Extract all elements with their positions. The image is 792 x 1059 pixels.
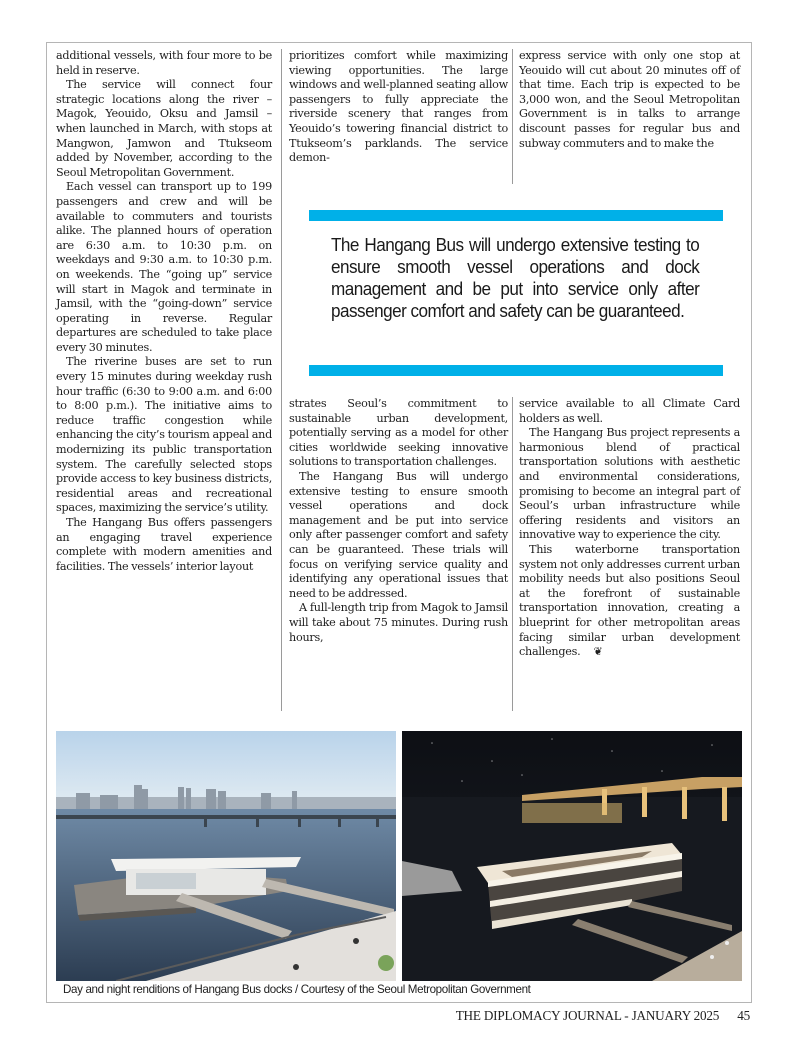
column-divider xyxy=(512,397,513,711)
page-footer xyxy=(420,1008,750,1024)
paragraph: A full-length trip from Magok to Jamsil will take about 75 minutes. During rush hours, xyxy=(289,601,508,644)
paragraph: The Hangang Bus project represents a harmonious blend of practical transportation solutions with aesthetic and environmental considerations, promising to become an integral part of Seoul’s urban infrastructure while offering residents and visitors an innovative way to experience the city. xyxy=(519,426,740,542)
paragraph: strates Seoul’s commitment to sustainable urban development, potentially serving as a model for other cities worldwide seeking innovative solutions to transportation challenges. xyxy=(289,397,508,469)
paragraph: The riverine buses are set to run every 15 minutes during weekday rush hour traffic (6:30 to 9:00 a.m. and 6:00 to 8:00 p.m.). The initiative aims to reduce traffic congestion while enhancing the city’s tourism appeal and modernizing its public transportation system. The carefully selected stops provide access to key business districts, residential areas and recreational spaces, maximizing the service’s utility. xyxy=(56,355,272,515)
paragraph xyxy=(519,543,740,660)
photo-night-dock xyxy=(402,731,742,981)
article-column-1 xyxy=(56,49,272,574)
pull-quote-top-bar xyxy=(309,210,723,221)
pull-quote: The Hangang Bus will undergo extensive testing to ensure smooth vessel operations and dock management and be put into service only after passenger comfort and safety can be guaranteed. xyxy=(331,234,700,321)
paragraph: Each vessel can transport up to 199 passengers and crew and will be available to commuters and tourists alike. The planned hours of operation are 6:30 a.m. to 10:30 p.m. on weekdays and 9:30 a.m. to 10:30 p.m. on weekends. The “going up” service will start in Magok and terminate in Jamsil, with the “going-down” service operating in reverse. Regular departures are scheduled to take place every 30 minutes. xyxy=(56,180,272,354)
paragraph: The service will connect four strategic locations along the river – Magok, Yeouido, Oksu and Jamsil – when launched in March, with stops at Mangwon, Jamwon and Ttukseom added by November, according to the Seoul Metropolitan Government. xyxy=(56,78,272,179)
end-mark-icon: ❦ xyxy=(593,645,603,659)
article-column-2-top xyxy=(289,49,508,166)
publication-name: THE DIPLOMACY JOURNAL - JANUARY 2025 xyxy=(455,1008,720,1023)
paragraph: express service with only one stop at Yeouido will cut about 20 minutes off of that time. Each trip is expected to be 3,000 won, and the Seoul Metropolitan Government is in talks to arrange discount passes for regular bus and subway commuters and to make the xyxy=(519,49,740,150)
paragraph: The Hangang Bus offers passengers an engaging travel experience complete with modern amenities and facilities. The vessels’ interior layout xyxy=(56,516,272,573)
paragraph-text: This waterborne transportation system not only addresses current urban mobility needs but also positions Seoul at the forefront of sustainable transportation innovation, creating a blueprint for other metropolitan areas facing similar urban development challenges. xyxy=(519,542,740,659)
article-column-3-bottom xyxy=(519,397,740,660)
column-divider xyxy=(281,49,282,711)
article-column-2-bottom xyxy=(289,397,508,645)
paragraph: additional vessels, with four more to be held in reserve. xyxy=(56,49,272,77)
paragraph: The Hangang Bus will undergo extensive testing to ensure smooth vessel operations and dock management and be put into service only after passenger comfort and safety can be guaranteed. These trials will focus on verifying service quality and identifying any operational issues that need to be addressed. xyxy=(289,469,508,600)
column-divider xyxy=(512,49,513,184)
paragraph: service available to all Climate Card holders as well. xyxy=(519,397,740,425)
photo-day-dock xyxy=(56,731,396,981)
pull-quote-bottom-bar xyxy=(309,365,723,376)
photo-caption: Day and night renditions of Hangang Bus docks / Courtesy of the Seoul Metropolitan Government xyxy=(63,983,531,996)
page-number: 45 xyxy=(737,1008,750,1023)
article-column-3-top xyxy=(519,49,740,151)
paragraph: prioritizes comfort while maximizing viewing opportunities. The large windows and well-planned seating allow passengers to fully appreciate the riverside scenery that ranges from Yeouido’s towering financial district to Ttukseom’s parklands. The service demon- xyxy=(289,49,508,165)
